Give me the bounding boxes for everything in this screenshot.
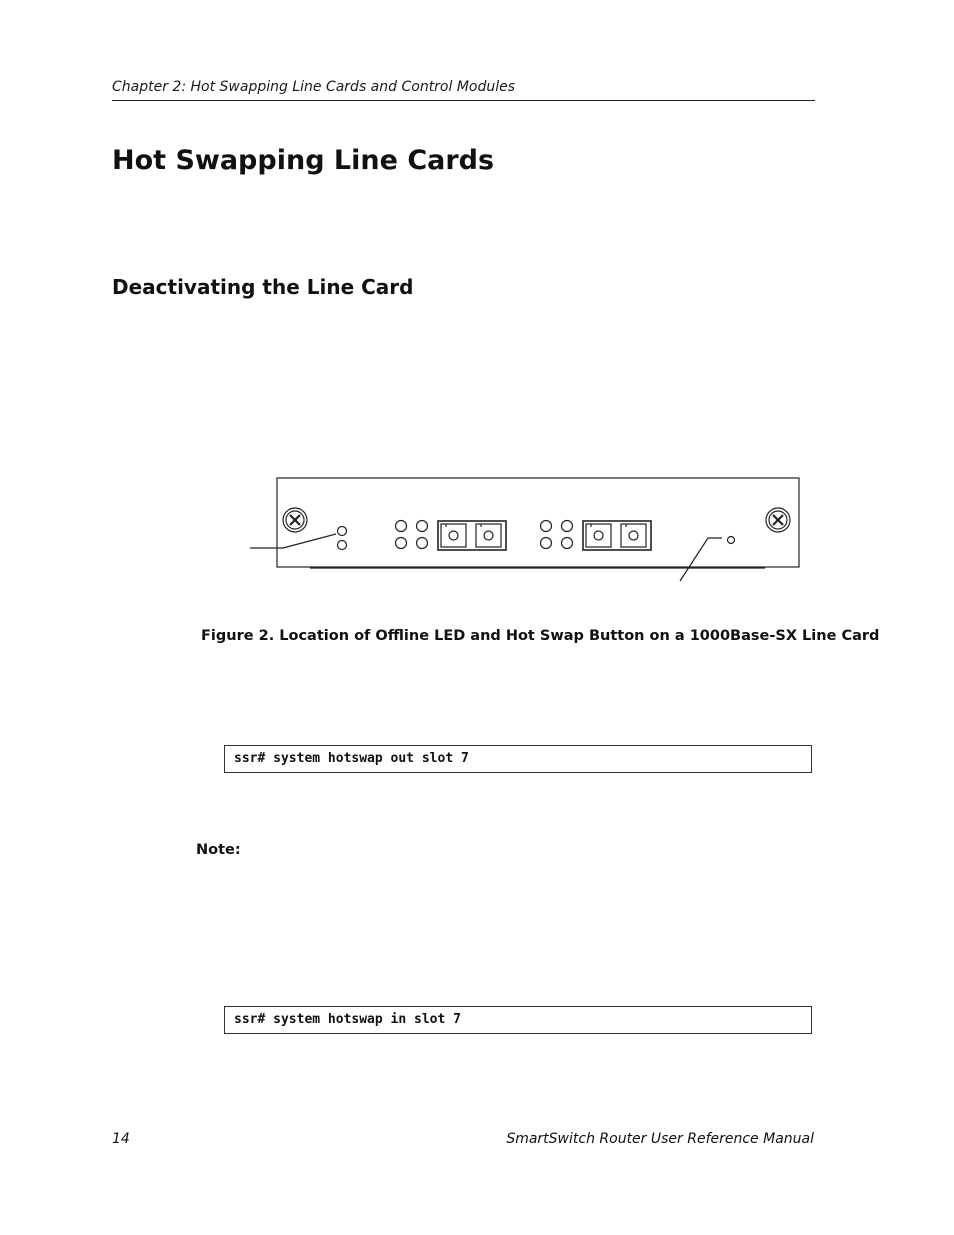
figure-caption: Figure 2. Location of Offline LED and Hot Swap Button on a 1000Base-SX Line Card (201, 628, 880, 644)
line-card-faceplate (277, 478, 799, 567)
section-title: Deactivating the Line Card (112, 275, 414, 299)
command-text: ssr# system hotswap in slot 7 (234, 1012, 461, 1027)
command-text: ssr# system hotswap out slot 7 (234, 751, 469, 766)
page-number: 14 (112, 1131, 130, 1147)
command-box-hotswap-in (224, 1006, 812, 1034)
manual-title: SmartSwitch Router User Reference Manual (506, 1131, 814, 1147)
command-box-hotswap-out (224, 745, 812, 773)
note-label: Note: (196, 842, 241, 858)
line-card-diagram (245, 470, 815, 590)
line-card-figure (245, 470, 815, 590)
running-header: Chapter 2: Hot Swapping Line Cards and Control Modules (112, 79, 516, 95)
page-title: Hot Swapping Line Cards (112, 145, 495, 176)
header-rule (112, 100, 815, 101)
